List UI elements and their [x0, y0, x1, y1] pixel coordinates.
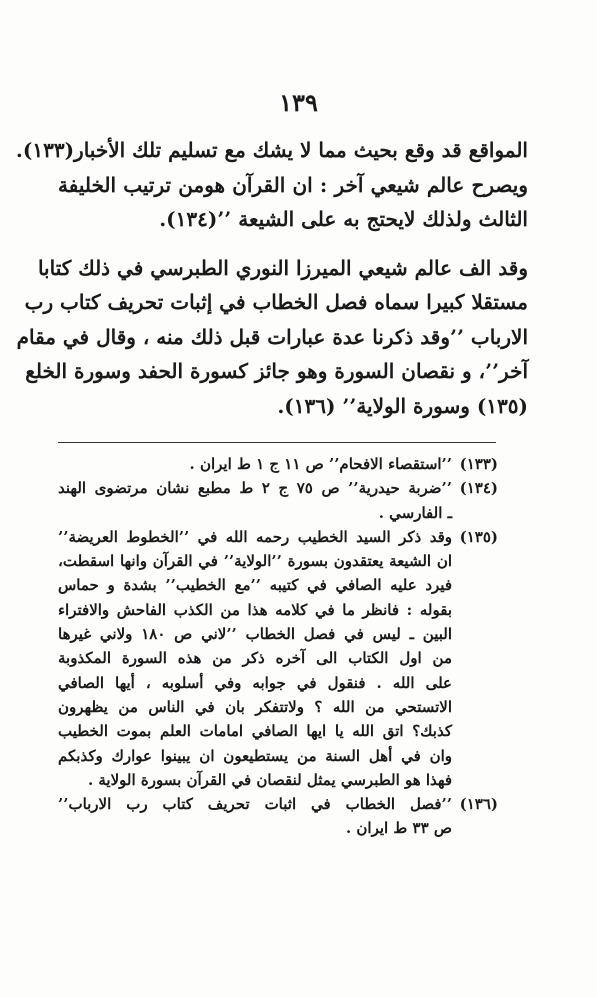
footnote-line: الاتستحي من الله ؟ ولاتتفكر بان في الناس من يظهرون: [58, 697, 452, 716]
footnote-text: [58, 476, 452, 525]
footnote-text: [58, 452, 452, 476]
footnote-line: ’’فصل الخطاب في اثبات تحريف كتاب رب الارباب’’: [58, 795, 452, 814]
footnote-number: (١٣٦): [459, 795, 498, 814]
footnotes: [58, 452, 498, 841]
footnote-line: فهذا هو الطبرسي يمثل لنقصان في القرآن بسورة الولاية .: [87, 770, 452, 789]
text-line: وقد الف عالم شيعي الميرزا النوري الطبرسي في ذلك كتابا: [37, 255, 528, 280]
text-line: المواقع قد وقع بحيث مما لا يشك مع تسليم تلك الأخبار(١٣٣).: [15, 138, 528, 162]
footnote: [58, 525, 498, 792]
footnote-line: ـ الفارسي .: [378, 503, 452, 522]
footnote-line: من اول الكتاب الى آخره ذكر من هذه السورة المكذوبة: [58, 649, 452, 668]
main-text: [15, 133, 528, 423]
footnote-line: ان الشيعة يعتقدون بسورة ’’الولاية’’ في القرآن وانها اسقطت،: [58, 552, 452, 571]
footnote-line: ’’ضربة حيدرية’’ ص ٧٥ ج ٢ ط مطبع نشان مرتضوى الهند: [58, 479, 452, 498]
footnote-text: [58, 525, 452, 792]
footnote-line: على الله . فنقول في جوابه وفي أسلوبه ، أيها الصافي: [58, 673, 452, 692]
text-line: (١٣٥) وسورة الولاية’’ (١٣٦).: [277, 393, 528, 418]
footnote-line: البين ـ ليس في فصل الخطاب ’’لاني ص ١٨٠ ولاني غيرها: [58, 625, 452, 644]
footnote-line: ص ٣٣ ط ايران .: [345, 819, 452, 838]
footnote-number: (١٣٣): [459, 455, 498, 473]
footnote-line: فيرد عليه الصافي في كتيبه ’’مع الخطيب’’ بشدة و حماس: [58, 576, 452, 595]
footnote: [58, 792, 498, 841]
footnote: [58, 476, 498, 525]
footnote-line: وان في أهل السنة من يستطيعون ان يبينوا عوارك وكذبكم: [58, 746, 452, 765]
text-line: مستقلا كبيرا سماه فصل الخطاب في إثبات تحريف كتاب رب: [24, 290, 528, 314]
text-line: ويصرح عالم شيعي آخر : ان القرآن هومن ترتيب الخليفة: [58, 172, 528, 197]
footnote-number: (١٣٥): [459, 527, 498, 546]
text-line: الثالث ولذلك لايحتج به على الشيعة ’’(١٣٤).: [159, 207, 528, 231]
footnote-line: بقوله : فانظر ما في كلامه هذا من الكذب الفاحش والافتراء: [58, 600, 452, 619]
footnote-line: وقد ذكر السيد الخطيب رحمه الله في ’’الخطوط العريضة’’: [58, 527, 452, 546]
footnote-line: ’’استقصاء الافحام’’ ص ١١ ج ١ ط ايران .: [189, 455, 452, 473]
page-number: ١٣٩: [279, 88, 318, 117]
footnote-divider: [58, 442, 496, 443]
text-line: آخر’’، و نقصان السورة وهو جائز كسورة الحفد وسورة الخلع: [25, 359, 528, 383]
text-line: الارباب ’’وقد ذكرنا عدة عبارات قبل ذلك منه ، وقال في مقام: [16, 324, 528, 349]
footnote: [58, 452, 498, 476]
footnote-number: (١٣٤): [459, 479, 498, 498]
footnote-line: كذبك؟ اتق الله يا ايها الصافي امامات العلم بموت الخطيب: [58, 722, 452, 741]
footnote-text: [58, 792, 452, 841]
